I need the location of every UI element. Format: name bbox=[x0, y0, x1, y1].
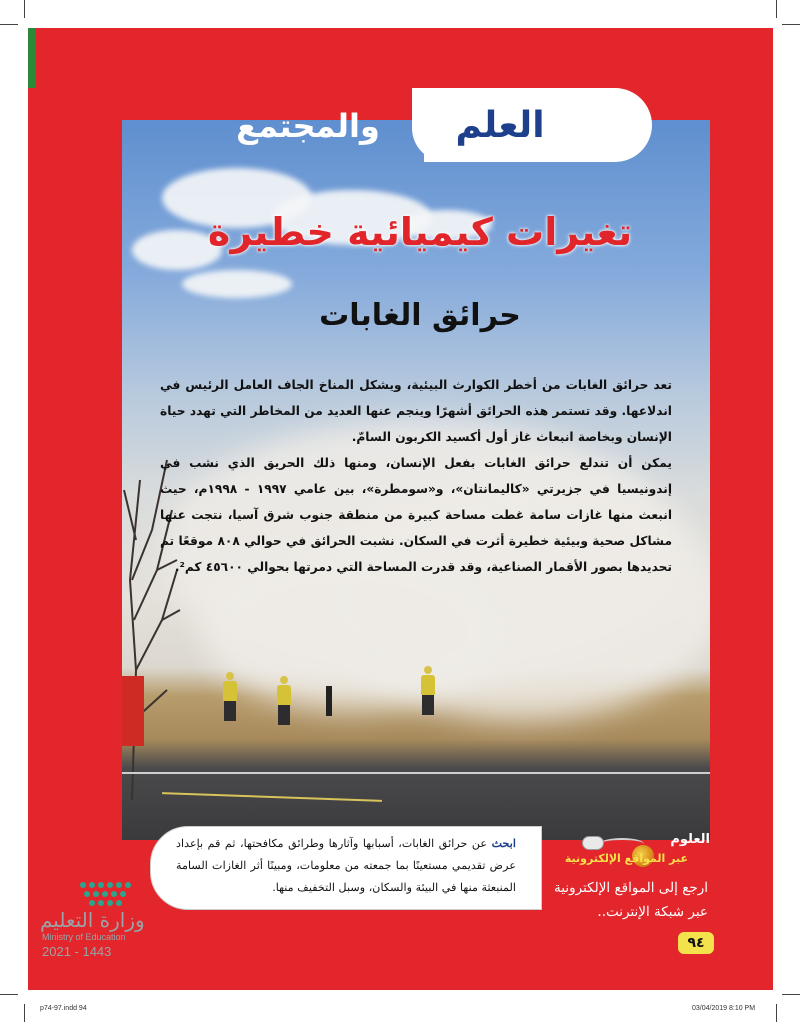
paragraph: يمكن أن تندلع حرائق الغابات بفعل الإنسان، ومنها ذلك الحريق الذي نشب في إندونيسيا في جزيرتي «كاليمانتان»، و«سومطرة»، بين عامي ١٩٩٧ - ١٩٩٨م، حيث انبعث منها غازات سامة غطت مساحة كبيرة من منطقة جنوب شرق آسيا، نتجت عنها مشاكل صحية وبيئية خطيرة أثرت في السكان. نشبت الحرائق في حوالي ٨٠٨ موقعًا تم تحديدها بصور الأقمار الصناعية، وقد قدرت المساحة التي دمرتها بحوالي ٤٥٦٠٠ كم². bbox=[160, 456, 672, 574]
research-keyword: ابحث bbox=[491, 836, 516, 850]
firefighter bbox=[222, 672, 238, 721]
crop-mark bbox=[776, 1004, 777, 1022]
crop-mark bbox=[0, 24, 18, 25]
firefighter bbox=[420, 666, 436, 715]
fire-truck bbox=[122, 676, 144, 746]
footer-file: p74-97.indd 94 bbox=[40, 1005, 87, 1012]
ministry-logo-icon bbox=[80, 882, 150, 906]
crop-mark bbox=[24, 0, 25, 18]
crop-mark bbox=[782, 24, 800, 25]
crop-mark bbox=[776, 0, 777, 18]
page-number: ٩٤ bbox=[678, 932, 714, 954]
road-sign bbox=[326, 686, 332, 716]
mouse-icon bbox=[582, 836, 604, 850]
article-body bbox=[160, 372, 672, 580]
ministry-year: 2021 - 1443 bbox=[42, 944, 112, 959]
page-title: تغيرات كيميائية خطيرة bbox=[207, 210, 633, 254]
firefighter bbox=[276, 676, 292, 725]
paragraph: تعد حرائق الغابات من أخطر الكوارث البيئية، ويشكل المناخ الجاف العامل الرئيس في اندلاعها. وقد تستمر هذه الحرائق أشهرًا وينجم عنها العديد من المخاطر التي تهدد حياة الإنسان وبخاصة انبعاث غاز أول أكسيد الكربون السامّ. bbox=[160, 378, 672, 444]
ministry-name-arabic: وزارة التعليم bbox=[40, 908, 145, 932]
web-text: ارجع إلى المواقع الإلكترونية عبر شبكة الإنترنت.. bbox=[554, 880, 708, 920]
crop-mark bbox=[0, 994, 18, 995]
footer-date: 03/04/2019 8:10 PM bbox=[692, 1005, 756, 1012]
section-subtitle: حرائق الغابات bbox=[319, 298, 521, 333]
web-title: العلوم bbox=[670, 832, 710, 847]
research-body: عن حرائق الغابات، أسبابها وآثارها وطرائق مكافحتها، ثم قم بإعداد عرض تقديمي مستعينًا بما جمعته من معلومات، ومبينًا أثر الغازات السامة المنبعثة منها في البيئة والسكان، وسبل التخفيف منها. bbox=[176, 837, 516, 894]
ministry-name-english: Ministry of Education bbox=[42, 932, 126, 942]
header-society: والمجتمع bbox=[236, 107, 380, 145]
header-science: العلم bbox=[455, 105, 545, 146]
crop-mark bbox=[24, 1004, 25, 1022]
web-subtitle: عبر المواقع الإلكترونية bbox=[564, 852, 688, 865]
green-tab bbox=[28, 28, 36, 88]
research-text bbox=[176, 832, 516, 899]
crop-mark bbox=[782, 994, 800, 995]
